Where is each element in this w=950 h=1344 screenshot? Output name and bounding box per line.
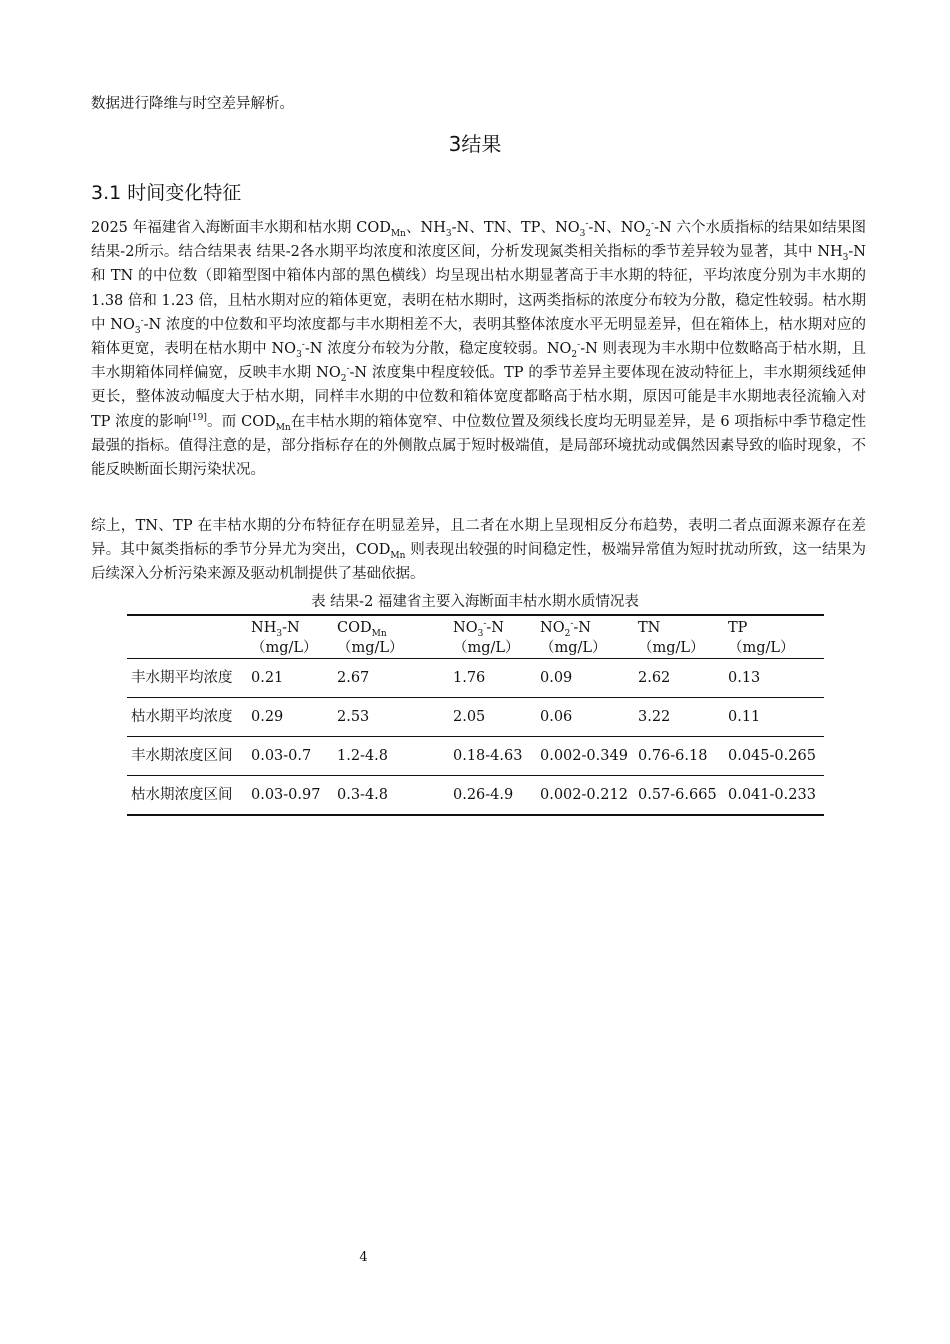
table-cell: 2.62 <box>634 659 724 698</box>
table-cell: 0.045-0.265 <box>724 737 824 776</box>
header-codmn: $COD_{Mn}$ （mg/L） <box>337 620 404 656</box>
paragraph-1: 2025 年福建省入海断面丰水期和枯水期 $COD_{Mn}$、$NH_3-N$、TN、TP、$NO_3^--N$、$NO_2^--N$ 六个水质指标的结果如结果图 结果-2所示。结合结果表 结果-2各水期平均浓度和浓度区间，分析发现氮类相关指标的季节差异较为显著，其中 $NH_3-N$ 和 TN 的中位数（即箱型图中箱体内部的黑色横线）均呈现出枯水期显著高于丰水期的特征，平均浓度分别为丰水期的 1.38 倍和 1.23 倍，且枯水期对应的箱体更宽，表明在枯水期时，这两类指标的浓度分布较为分散，稳定性较弱。枯水期中 $NO_3^--N$ 浓度的中位数和平均浓度都与丰水期相差不大，表明其整体浓度水平无明显差异，但在箱体上，枯水期对应的箱体更宽，表明在枯水期中 $NO_3^--N$ 浓度分布较为分散，稳定度较弱。$NO_2^--N$ 则表现为丰水期中位数略高于枯水期，且丰水期箱体同样偏宽，反映丰水期 $NO_2^--N$ 浓度集中程度较低。TP 的季节差异主要体现在波动特征上，丰水期须线延伸更长，整体波动幅度大于枯水期，同样丰水期的中位数和箱体宽度都略高于枯水期，原因可能是丰水期地表径流输入对 TP 浓度的影响[19]。而 $COD_{Mn}$在丰枯水期的箱体宽窄、中位数位置及须线长度均无明显差异，是 6 项指标中季节稳定性最强的指标。值得注意的是，部分指标存在的外侧散点属于短时极端值，是局部环境扰动或偶然因素导致的临时现象，不能反映断面长期污染状况。 <box>91 219 866 479</box>
table-cell: 0.03-0.97 <box>247 776 333 816</box>
table-cell: 1.76 <box>449 659 536 698</box>
section-title: 3结果 <box>448 132 502 156</box>
header-tp: TP （mg/L） <box>728 620 795 656</box>
intro-line: 数据进行降维与时空差异解析。 <box>91 96 294 112</box>
row-label: 枯水期浓度区间 <box>127 776 247 816</box>
header-nh3n: $NH_3-N$ （mg/L） <box>251 620 318 656</box>
table-cell: 0.26-4.9 <box>449 776 536 816</box>
table-cell: 2.53 <box>333 698 449 737</box>
table-row <box>127 698 824 737</box>
table-caption: 表 结果-2 福建省主要入海断面丰枯水期水质情况表 <box>311 594 639 610</box>
table-cell: 0.76-6.18 <box>634 737 724 776</box>
table-cell: 0.06 <box>536 698 634 737</box>
table-cell: 0.041-0.233 <box>724 776 824 816</box>
table-row <box>127 659 824 698</box>
table-row <box>127 737 824 776</box>
paragraph-2: 综上，TN、TP 在丰枯水期的分布特征存在明显差异，且二者在水期上呈现相反分布趋势，表明二者点面源来源存在差异。其中氮类指标的季节分异尤为突出，$COD_{Mn}$ 则表现出较强的时间稳定性，极端异常值为短时扰动所致，这一结果为后续深入分析污染来源及驱动机制提供了基础依据。 <box>91 518 867 583</box>
row-label: 丰水期浓度区间 <box>127 737 247 776</box>
table-cell: 0.3-4.8 <box>333 776 449 816</box>
header-empty <box>127 615 247 659</box>
table-cell: 0.29 <box>247 698 333 737</box>
table-row <box>127 776 824 816</box>
table-cell: 1.2-4.8 <box>333 737 449 776</box>
header-no2n: $NO_2^--N$ （mg/L） <box>540 619 607 656</box>
table-header-row <box>127 615 824 659</box>
table-cell: 0.21 <box>247 659 333 698</box>
table-cell: 0.18-4.63 <box>449 737 536 776</box>
citation-ref: [19] <box>188 412 207 423</box>
row-label: 枯水期平均浓度 <box>127 698 247 737</box>
table-cell: 2.05 <box>449 698 536 737</box>
table-cell: 2.67 <box>333 659 449 698</box>
header-no3n: $NO_3^--N$ （mg/L） <box>453 619 520 656</box>
table-cell: 0.57-6.665 <box>634 776 724 816</box>
table-cell: 0.03-0.7 <box>247 737 333 776</box>
table-cell: 0.002-0.349 <box>536 737 634 776</box>
header-tn: TN （mg/L） <box>638 620 705 656</box>
water-quality-table <box>127 614 824 816</box>
row-label: 丰水期平均浓度 <box>127 659 247 698</box>
table-cell: 3.22 <box>634 698 724 737</box>
table-cell: 0.09 <box>536 659 634 698</box>
page-number: 4 <box>359 1250 368 1265</box>
table-cell: 0.11 <box>724 698 824 737</box>
subsection-title: 3.1 时间变化特征 <box>91 182 242 204</box>
table-cell: 0.002-0.212 <box>536 776 634 816</box>
table-cell: 0.13 <box>724 659 824 698</box>
